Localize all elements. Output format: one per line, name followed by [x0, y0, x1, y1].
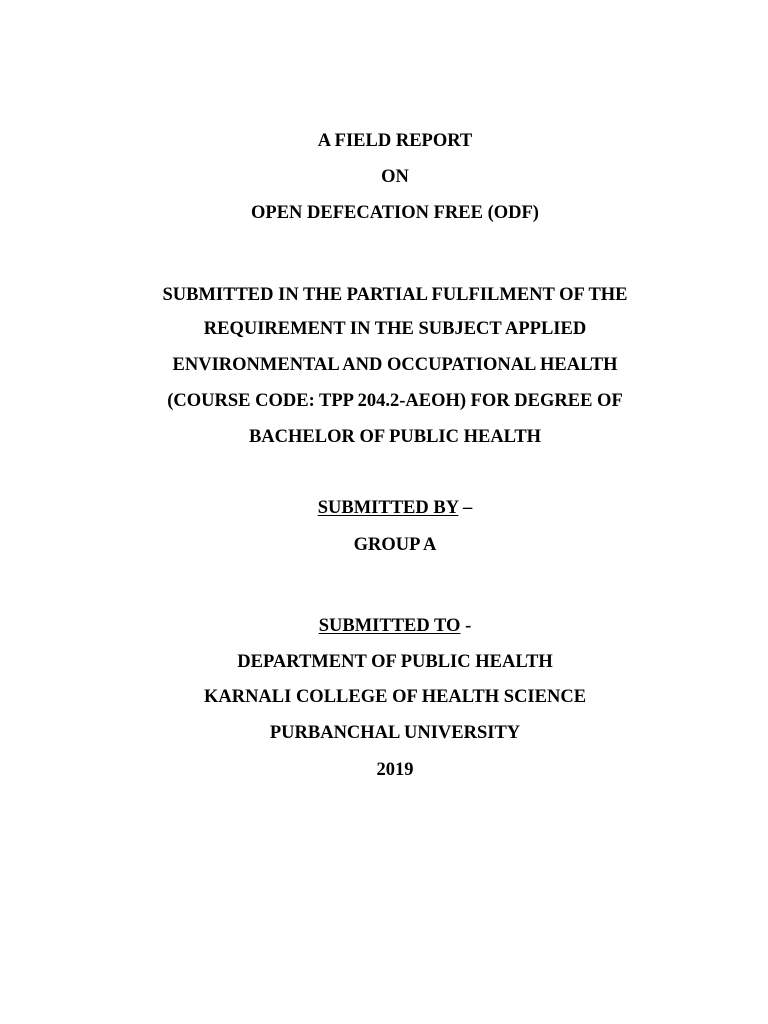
- purpose-line-2: REQUIREMENT IN THE SUBJECT APPLIED: [203, 319, 587, 339]
- purpose-line-4: (COURSE CODE: TPP 204.2-AEOH) FOR DEGREE OF: [167, 391, 623, 411]
- report-topic: OPEN DEFECATION FREE (ODF): [251, 203, 539, 223]
- submitted-by-separator: –: [458, 498, 473, 518]
- university-name: PURBANCHAL UNIVERSITY: [269, 723, 521, 743]
- report-year: 2019: [376, 760, 414, 780]
- report-title: A FIELD REPORT: [317, 131, 473, 151]
- report-title-on: ON: [381, 167, 409, 187]
- college-name: KARNALI COLLEGE OF HEALTH SCIENCE: [203, 687, 587, 707]
- purpose-line-1: SUBMITTED IN THE PARTIAL FULFILMENT OF THE: [162, 285, 628, 305]
- submitted-by-label: SUBMITTED BY: [317, 498, 459, 518]
- purpose-line-5: BACHELOR OF PUBLIC HEALTH: [248, 427, 542, 447]
- purpose-line-3: ENVIRONMENTAL AND OCCUPATIONAL HEALTH: [172, 355, 618, 375]
- submitted-by-heading: [11, 497, 768, 519]
- submitted-to-label: SUBMITTED TO: [318, 616, 461, 636]
- submitted-to-heading: [11, 615, 768, 637]
- department-name: DEPARTMENT OF PUBLIC HEALTH: [237, 652, 553, 672]
- submitted-by-group: GROUP A: [353, 535, 437, 555]
- submitted-to-separator: -: [460, 616, 472, 636]
